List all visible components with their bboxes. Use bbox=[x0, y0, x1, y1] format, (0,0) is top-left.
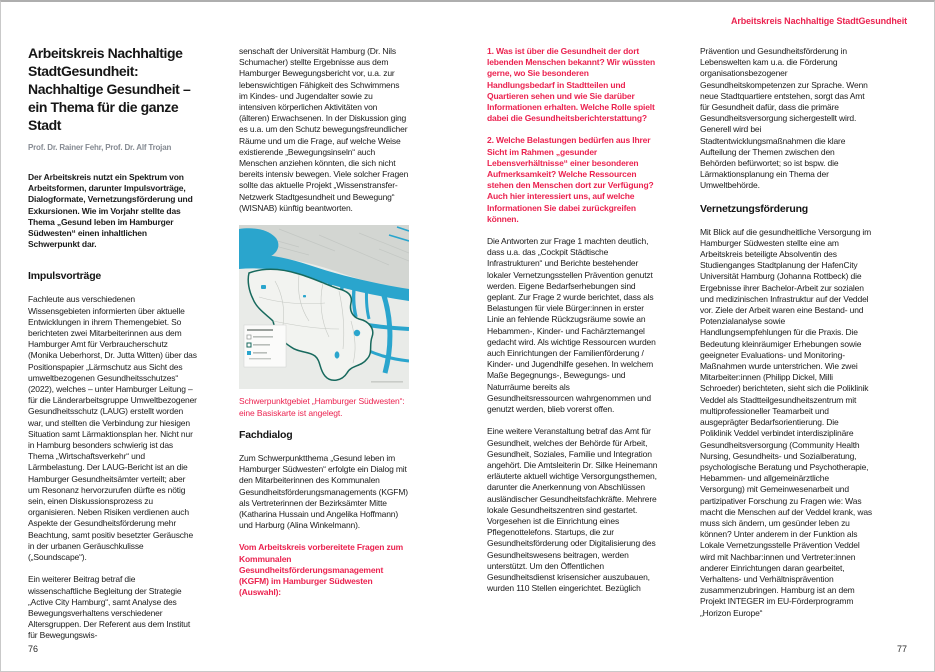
article-lead: Der Arbeitskreis nutzt ein Spektrum von Arbeitsformen, darunter Impulsvorträge, Dialogformate, Vernetzungsförderung und Exkursionen. Wie im Vorjahr stellte das Thema „Gesund leben im Hamburger Südwesten“ einen inhaltlichen Schwerpunkt dar. bbox=[28, 172, 193, 250]
body-paragraph: Prävention und Gesundheitsförderung in Lebenswelten kam u.a. die Förderung organisationsbezogener Gesundheitskompetenzen zur Sprache. Wenn neue Stadtquartiere entstehen, sorgt das Amt für Gesundheit dafür, dass die primäre Gesundheitsversorgung sichergestellt wird. Generell wird bei Stadtentwicklungsmaßnahmen die klare Aufteilung der Themen zwischen den Behörden befürwortet; so ist bspw. die Lärmaktionsplanung ein Thema der Umweltbehörde. bbox=[700, 46, 868, 191]
red-intro-paragraph: Vom Arbeitskreis vorbereitete Fragen zum Kommunalen Gesundheitsförderungsmanagement (KGFM) im Hamburger Südwesten (Auswahl): bbox=[239, 542, 404, 598]
body-paragraph: Eine weitere Veranstaltung betraf das Amt für Gesundheit, welches der Behörde für Arbeit, Gesundheit, Soziales, Familie und Integration angehört. Die Amtsleiterin Dr. Silke Heinemann erläuterte aktuell wichtige Versorgungsthemen, darunter die Anerkennung von Abschlüssen ausländischer Gesundheitsfachkräfte. Mehrere lokale Gesundheitszentren sind gestartet. Vorgesehen ist die Einrichtung eines Pflegenottelefons. Startups, die zur Gesundheitsförderung oder Digitalisierung des Gesundheitswesens beitragen, werden unterstützt. Um den Öffentlichen Gesundheitsdienst krisensicher auszubauen, wurden 110 Stellen eingerichtet. Bezüglich bbox=[487, 426, 658, 594]
section-heading-impulsvortraege: Impulsvorträge bbox=[28, 270, 102, 283]
map-caption: Schwerpunktgebiet „Hamburger Südwesten“: eine Basiskarte ist angelegt. bbox=[239, 396, 405, 418]
hamburg-suedwesten-map-image bbox=[239, 225, 409, 389]
question-1: 1. Was ist über die Gesundheit der dort lebenden Menschen bekannt? Wir wüssten gerne, wo Sie besonderen Handlungsbedarf in Stadtteilen und Quartieren sehen und wie Sie darüber Informationen erhalten. Welche Rolle spielt dabei die Gesundheitsberichterstattung? bbox=[487, 46, 656, 124]
page-number-left: 76 bbox=[28, 644, 39, 654]
map-legend bbox=[244, 325, 286, 367]
body-paragraph: Fachleute aus verschiedenen Wissensgebieten informierten über aktuelle Entwicklungen in ihrem Themengebiet. So berichteten zwei Mitarbeiterinnen aus dem Hamburger Amt für Verbraucherschutz (Monika Ueberhorst, Dr. Jutta Witten) über das Positionspapier „Lärmschutz aus Sicht des umweltbezogenen Gesundheitsschutzes“ (2022), welches – unter Hamburger Leitung – für die Länderarbeitsgruppe Umweltbezogener Gesundheitsschutz (LAUG) erstellt worden war, und stellten die Verbindung zur hiesigen Situation samt Lärmaktionsplan her. Nicht nur in Hamburg besonders schwierig ist das Thema „Wirtschaftsverkehr“ und Lärmbelastung. Der LAUG-Bericht ist an die Hamburger Gesundheitsämter verteilt; aber um Resonanz hervorzurufen dürfte es nötig sein, einen Diskussionsprozess zu organisieren. Neben Risiken verdienen auch Aspekte der Gesundheitsförderung mehr Beachtung, samt positiv besetzter Geräusche in der urbanen Geräuschkulisse („Soundscape“). bbox=[28, 294, 197, 563]
body-paragraph: Mit Blick auf die gesundheitliche Versorgung im Hamburger Südwesten stellte eine am Arbeitskreis beteiligte Absolventin des Studienganges Stadtplanung der HafenCity Universität Hamburg (Johanna Rottbeck) die Ergebnisse ihrer Bachelor-Arbeit zur sozialen und medizinischen Infrastruktur auf der Veddel vor. Ziele der Arbeit waren eine Bestand- und Potenzialanalyse sowie Handlungsempfehlungen für die Praxis. Die Bedeutung kleinräumiger Erhebungen sowie geeigneter Evaluations- und Monitoring-Maßnahmen wurde unterstrichen. Wie zwei Mitarbeiter:innen (Philipp Dickel, Milli Schroeder) berichteten, sieht sich die Poliklinik Veddel als Stadtteilgesundheitszentrum mit multiprofessioneller Teamarbeit und ausgeprägter Bedarfsorientierung. Die Poliklinik Veddel verbindet interdisziplinäre Gesundheitsversorgung (Community Health Nursing, Gesundheits- und Sozialberatung, psychologische Beratung und Psychotherapie, Hebammen- und allgemeinärztliche Versorgung) mit Gemeinwesenarbeit und partizipativer Forschung zu Fragen wie: Was macht die Menschen auf der Veddel krank, was muss sich ändern, um gesünder leben zu können? Unter anderem in der Funktion als Lokale Vernetzungsstelle Prävention Veddel wird mit Nachbar:innen und Vertreter:innen anderer Einrichtungen daran gearbeitet, Verhaltens- und Verhältnisprävention zusammenzubringen. Hamburg ist an dem Projekt INTEGER im EU-Förderprogramm „Horizon Europe“ bbox=[700, 226, 872, 618]
right-page-column-1 bbox=[487, 46, 658, 650]
running-header: Arbeitskreis Nachhaltige StadtGesundheit bbox=[730, 16, 907, 26]
article-authors: Prof. Dr. Rainer Fehr, Prof. Dr. Alf Trojan bbox=[28, 143, 172, 152]
left-page-column-1 bbox=[28, 44, 197, 648]
body-paragraph: Die Antworten zur Frage 1 machten deutlich, dass u.a. das „Cockpit Städtische Infrastrukturen“ und Berichte bestehender lokaler Vernetzungsstellen Prävention genutzt werden. Eigene Bedarfserhebungen sind geplant. Zur Frage 2 wurde berichtet, dass als Belastungen für viele Bürger:innen in erster Linie an fehlende Rückzugsräume sowie an Hebammen-, Kinder- und Fachärztemangel gedacht wird. Als wichtige Ressourcen wurden auch Einrichtungen der Familienförderung / Kinder- und Jugendhilfe gesehen. In welchem Maße Begegnungs-, Bewegungs- und Naturräume bereits als Gesundheitsressourcen wahrgenommen und genutzt werden, blieb vorerst offen. bbox=[487, 236, 656, 415]
body-paragraph: senschaft der Universität Hamburg (Dr. Nils Schumacher) stellte Ergebnisse aus dem Hamburger Bewegungsbericht vor, u.a. zur lebenswichtigen Fähigkeit des Schwimmens im Kindes- und Jugendalter sowie zu intensiven körperlichen Aktivitäten von (älteren) Erwachsenen. In der Diskussion ging es u.a. um den Schutz bewegungsfreundlicher Räume und um die Frage, auf welche Weise existierende „Bewegungsinseln“ auch Menschen anziehen könnten, die sich nicht bereits intensiv bewegen. Viele solcher Fragen sollte das aktuelle Projekt „Wissenstransfer-Netzwerk Stadtgesundheit und Bewegung“ (WISNAB) künftig beantworten. bbox=[239, 46, 409, 213]
body-paragraph: Zum Schwerpunktthema „Gesund leben im Hamburger Südwesten“ erfolgte ein Dialog mit den Mitarbeiterinnen des Kommunalen Gesundheitsförderungsmanagements (KGFM) als Vertreterinnen der Bezirksämter Mitte (Katharina Hussain und Angelika Hoffmann) und Harburg (Alina Winkelmann). bbox=[239, 453, 408, 531]
section-heading-fachdialog: Fachdialog bbox=[239, 429, 293, 442]
section-heading-vernetzungsfoerderung: Vernetzungsförderung bbox=[700, 202, 809, 215]
map-attribution bbox=[371, 381, 403, 383]
map-figure bbox=[239, 225, 409, 419]
body-paragraph: Ein weiterer Beitrag betraf die wissenschaftliche Begleitung der Strategie „Active City Hamburg“, samt Analyse des Bewegungsverhaltens verschiedener Altersgruppen. Der Referent aus dem Institut für Bewegungswis- bbox=[28, 574, 191, 641]
left-page-column-2 bbox=[239, 46, 409, 650]
right-page-column-2 bbox=[700, 46, 872, 650]
article-title: Arbeitskreis Nachhaltige StadtGesundheit: Nachhaltige Gesundheit – ein Thema für die ganze Stadt bbox=[28, 45, 191, 133]
page-number-right: 77 bbox=[896, 644, 907, 654]
question-2: 2. Welche Belastungen bedürfen aus Ihrer Sicht im Rahmen „gesunder Lebensverhältnisse“ einer besonderen Aufmerksamkeit? Welche Ressourcen stehen den Menschen dort zur Verfügung? Auch hier interessiert uns, auf welche Informationen Sie dabei zurückgreifen können. bbox=[487, 135, 654, 224]
